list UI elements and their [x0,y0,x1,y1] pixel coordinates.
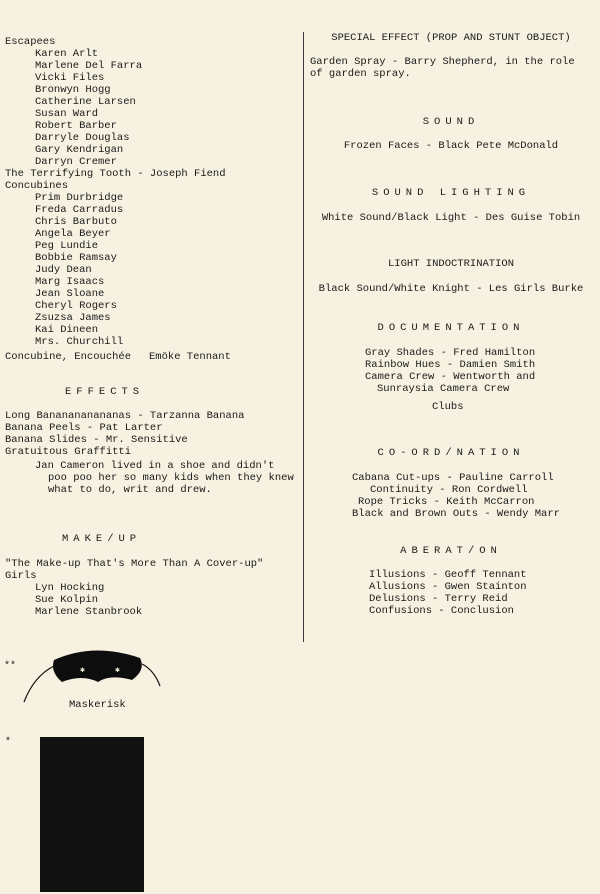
concubine-name: Jean Sloane [35,288,105,300]
concubine-name: Cheryl Rogers [35,300,117,312]
effects-item: Banana Slides - Mr. Sensitive [5,434,188,446]
black-rectangle [40,737,144,892]
concubine-name: Peg Lundie [35,240,99,252]
concubine-name: Marg Isaacs [35,276,105,288]
sound-lighting-heading: SOUND LIGHTING [371,187,531,199]
svg-text:✱: ✱ [115,666,120,675]
documentation-item: Sunraysia Camera Crew [377,383,510,395]
effects-heading: EFFECTS [65,386,145,398]
documentation-item: Gray Shades - Fred Hamilton [365,347,536,359]
jan-text: what to do, writ and drew. [48,484,212,496]
concubine-name: Zsuzsa James [35,312,111,324]
jan-text: Jan Cameron lived in a shoe and didn't [35,460,275,472]
escapee-name: Darryle Douglas [35,132,130,144]
aberation-item: Confusions - Conclusion [369,605,514,617]
makeup-heading: MAKE/UP [62,533,142,545]
escapee-name: Karen Arlt [35,48,99,60]
light-credit: Black Sound/White Knight - Les Girls Burke [318,283,584,295]
girls-label: Girls [5,570,37,582]
documentation-item: Clubs [432,401,464,413]
escapee-name: Robert Barber [35,120,117,132]
sound-heading: SOUND [422,116,480,128]
svg-text:✱: ✱ [80,666,85,675]
aberation-item: Allusions - Gwen Stainton [369,581,527,593]
double-asterisk: ** [4,661,17,672]
escapee-name: Darryn Cremer [35,156,117,168]
concubine-name: Prim Durbridge [35,192,124,204]
escapees-label: Escapees [5,36,56,48]
light-indoctrination-heading: LIGHT INDOCTRINATION [387,258,515,270]
concubine-name: Kai Dineen [35,324,99,336]
concubine-name: Freda Carradus [35,204,124,216]
concubine-name: Mrs. Churchill [35,336,124,348]
escapee-name: Catherine Larsen [35,96,136,108]
documentation-item: Rainbow Hues - Damien Smith [365,359,536,371]
aberation-heading: ABERAT/ON [400,545,502,557]
sound-credit: Frozen Faces - Black Pete McDonald [343,140,559,152]
concubine-name: Chris Barbuto [35,216,117,228]
escapee-name: Gary Kendrigan [35,144,124,156]
coordination-heading: CO-ORD/NATION [377,447,525,459]
sound-lighting-credit: White Sound/Black Light - Des Guise Tobin [321,212,581,224]
girl-name: Sue Kolpin [35,594,99,606]
makeup-quote: "The Make-up That's More Than A Cover-up" [5,558,264,570]
coordination-item: Rope Tricks - Keith McCarron [358,496,535,508]
garden-text: of garden spray. [310,68,411,80]
escapee-name: Susan Ward [35,108,99,120]
girl-name: Marlene Stanbrook [35,606,143,618]
special-effect-heading: SPECIAL EFFECT (PROP AND STUNT OBJECT) [331,32,571,44]
encouchee-label: Concubine, Encouchée [5,351,132,363]
coordination-item: Black and Brown Outs - Wendy Marr [352,508,560,520]
documentation-heading: DOCUMENTATION [377,322,525,334]
concubine-name: Angela Beyer [35,228,111,240]
garden-text: Garden Spray - Barry Shepherd, in the role [310,56,575,68]
coordination-item: Continuity - Ron Cordwell [370,484,528,496]
column-divider [303,32,304,642]
documentation-item: Camera Crew - Wentworth and [365,371,536,383]
mask-caption: Maskerisk [69,699,126,711]
effects-item: Banana Peels - Pat Larter [5,422,163,434]
concubines-label: Concubines [5,180,69,192]
tooth-credit: The Terrifying Tooth - Joseph Fiend [5,168,226,180]
jan-text: poo poo her so many kids when they knew [48,472,294,484]
coordination-item: Cabana Cut-ups - Pauline Carroll [352,472,554,484]
encouchee-name: Emöke Tennant [149,351,231,363]
concubine-name: Bobbie Ramsay [35,252,117,264]
escapee-name: Vicki Files [35,72,105,84]
concubine-name: Judy Dean [35,264,92,276]
aberation-item: Delusions - Terry Reid [369,593,508,605]
single-asterisk: * [5,737,12,748]
aberation-item: Illusions - Geoff Tennant [369,569,527,581]
escapee-name: Marlene Del Farra [35,60,143,72]
girl-name: Lyn Hocking [35,582,105,594]
effects-item: Long Bananananananas - Tarzanna Banana [5,410,245,422]
effects-item: Gratuitous Graffitti [5,446,132,458]
escapee-name: Bronwyn Hogg [35,84,111,96]
